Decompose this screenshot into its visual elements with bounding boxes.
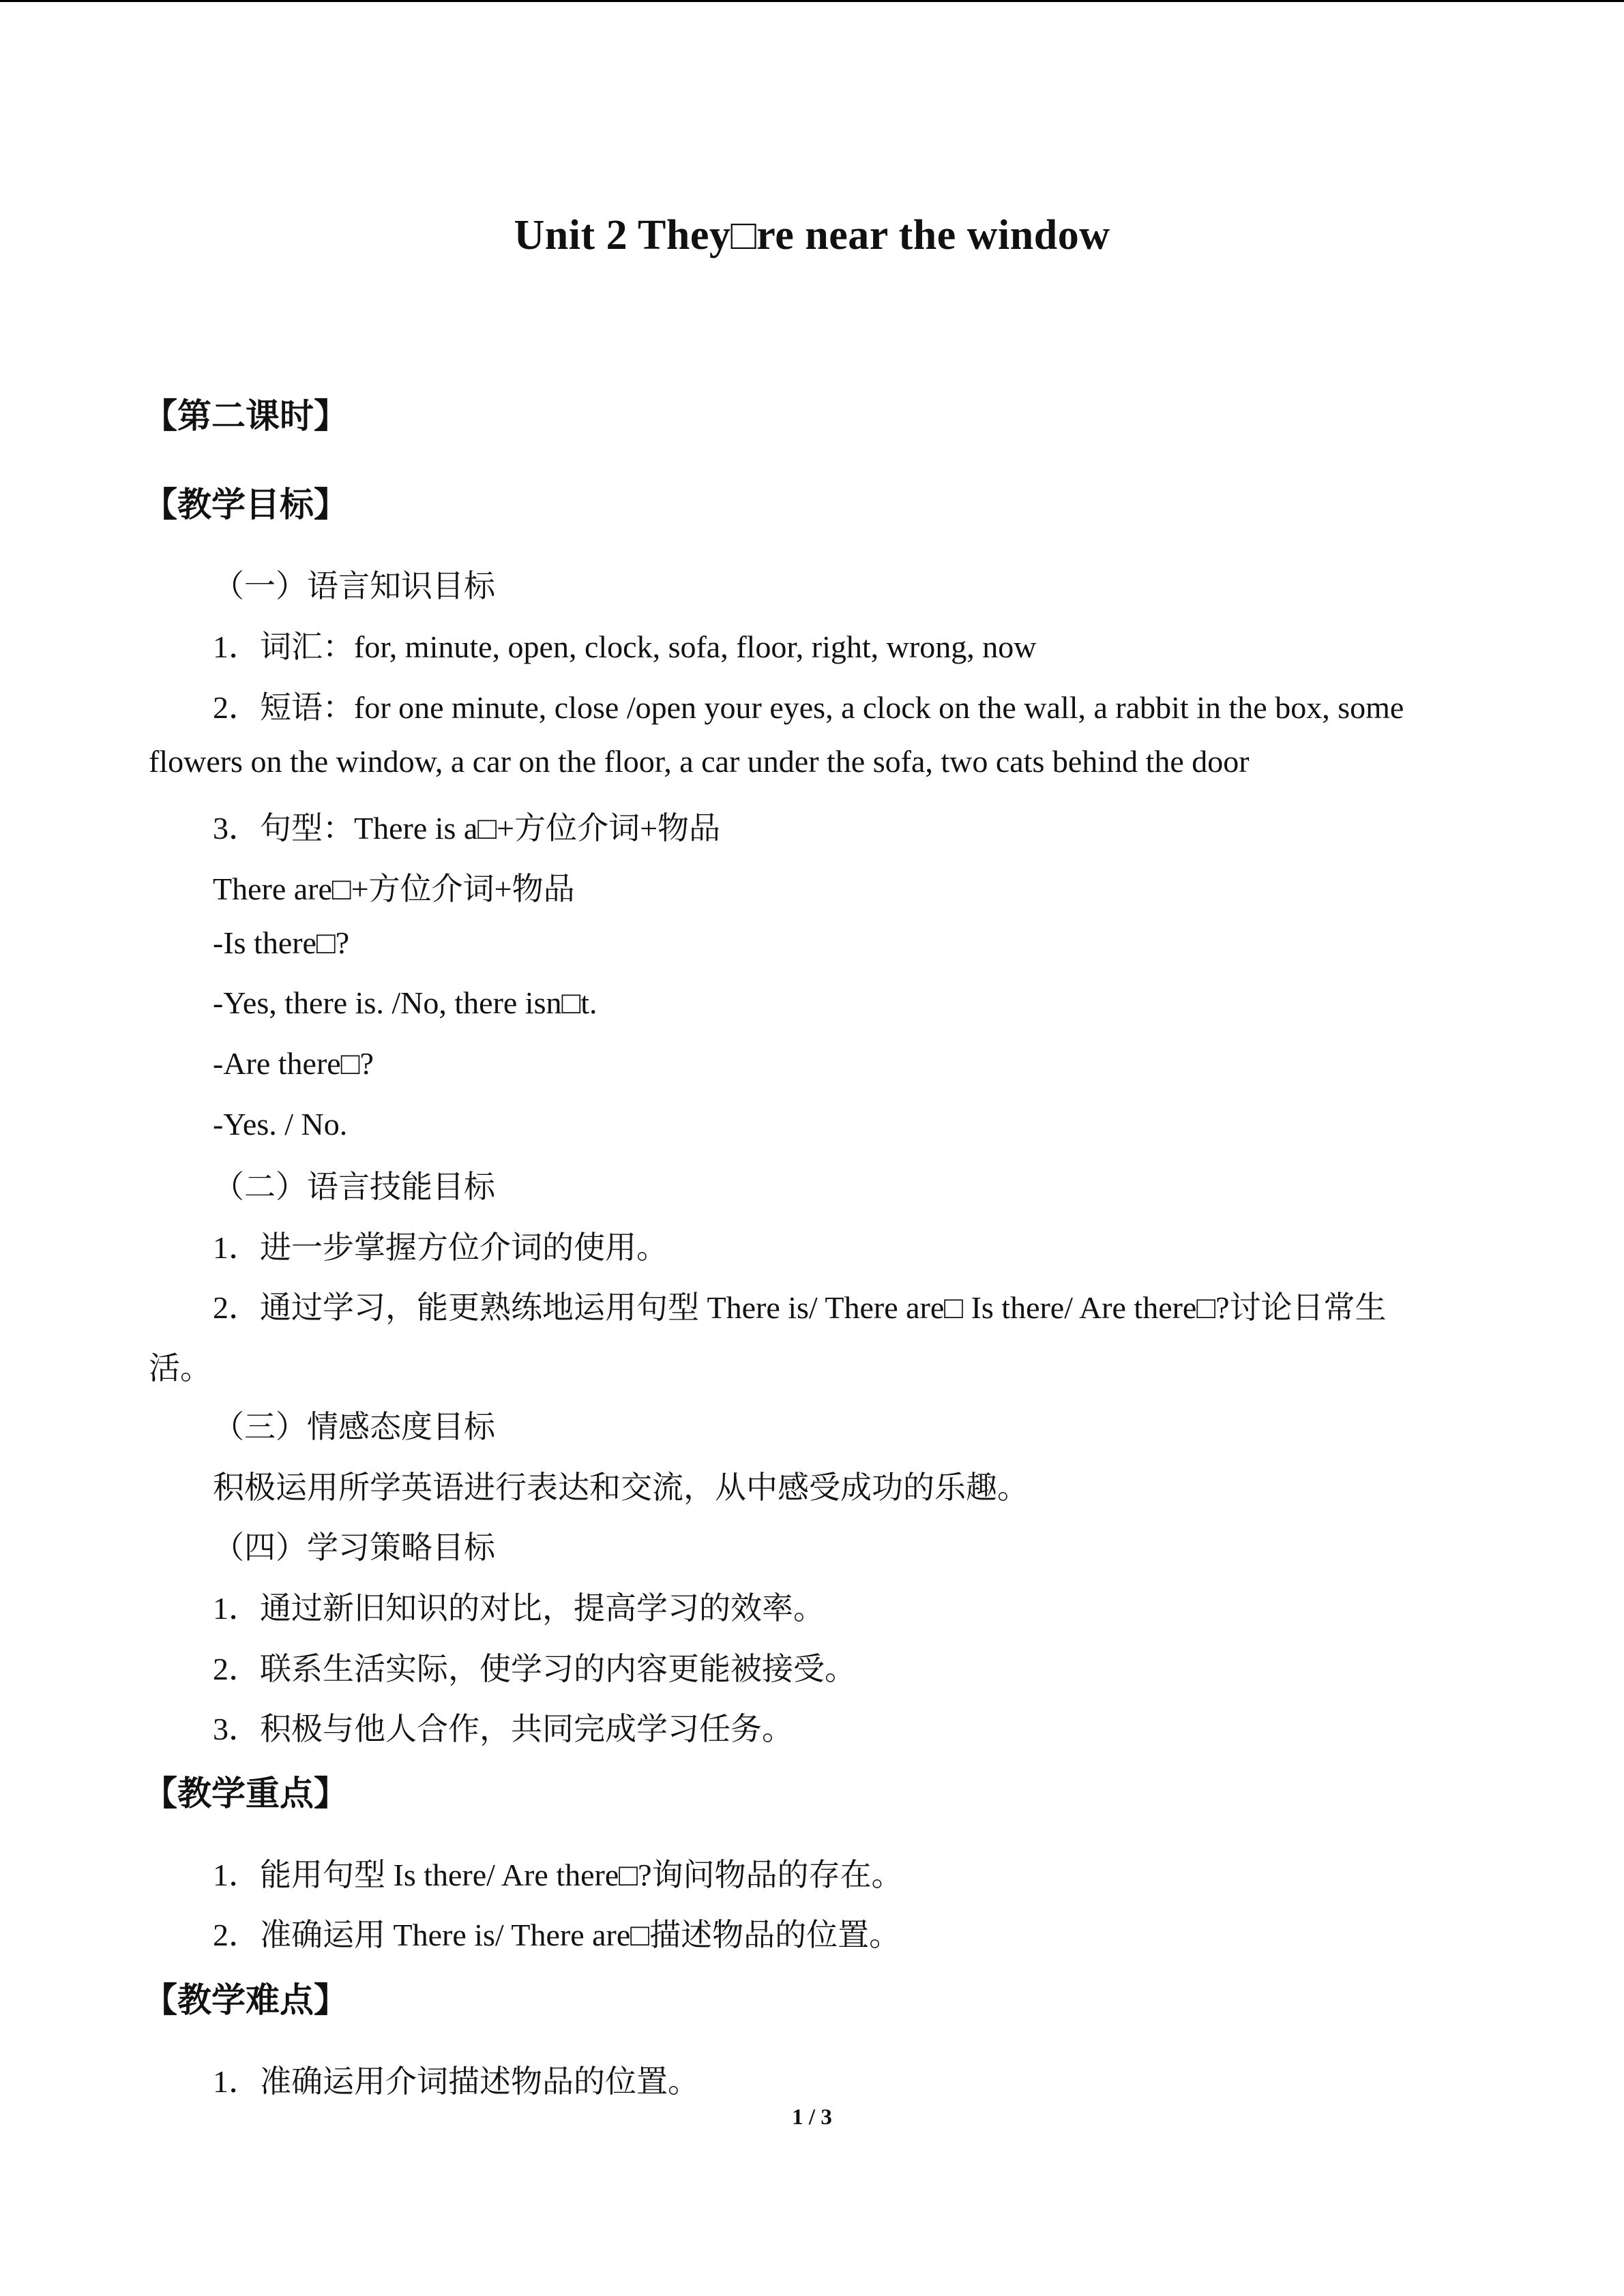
skill-line-2a: 2．通过学习，能更熟练地运用句型 There is/ There are□ Is there/ Are there□?讨论日常生 — [213, 1290, 1387, 1325]
section-heading-key-points: 【教学重点】 — [143, 1774, 348, 1813]
pattern-line-1: 3．句型：There is a□+方位介词+物品 — [213, 811, 721, 846]
key-point-1: 1．能用句型 Is there/ Are there□?询问物品的存在。 — [213, 1858, 903, 1892]
skill-objectives-title: （二）语言技能目标 — [213, 1169, 495, 1204]
pattern-line-3: -Is there□? — [213, 925, 350, 960]
section-heading-period: 【第二课时】 — [143, 396, 348, 436]
difficulty-1: 1．准确运用介词描述物品的位置。 — [213, 2064, 699, 2099]
phrases-line-2: flowers on the window, a car on the floor, a car under the sofa, two cats behind the door — [149, 744, 1250, 779]
attitude-objectives-title: （三）情感态度目标 — [213, 1410, 495, 1444]
page-number: 1 / 3 — [792, 2105, 832, 2130]
attitude-line-1: 积极运用所学英语进行表达和交流，从中感受成功的乐趣。 — [213, 1470, 1029, 1505]
vocab-line: 1．词汇：for, minute, open, clock, sofa, floor, right, wrong, now — [213, 629, 1037, 664]
strategy-line-2: 2．联系生活实际，使学习的内容更能被接受。 — [213, 1652, 856, 1686]
document-title: Unit 2 They□re near the window — [514, 212, 1110, 258]
pattern-line-2: There are□+方位介词+物品 — [213, 871, 575, 906]
section-heading-objectives: 【教学目标】 — [143, 485, 348, 524]
strategy-line-1: 1．通过新旧知识的对比，提高学习的效率。 — [213, 1591, 825, 1626]
skill-line-2b: 活。 — [149, 1351, 211, 1386]
pattern-line-4: -Yes, there is. /No, there isn□t. — [213, 985, 597, 1020]
pattern-line-6: -Yes. / No. — [213, 1107, 348, 1142]
strategy-line-3: 3．积极与他人合作，共同完成学习任务。 — [213, 1712, 793, 1746]
pattern-line-5: -Are there□? — [213, 1046, 374, 1081]
knowledge-objectives-title: （一）语言知识目标 — [213, 569, 495, 603]
strategy-objectives-title: （四）学习策略目标 — [213, 1530, 495, 1565]
section-heading-difficulties: 【教学难点】 — [143, 1980, 348, 2020]
skill-line-1: 1．进一步掌握方位介词的使用。 — [213, 1230, 668, 1265]
key-point-2: 2．准确运用 There is/ There are□描述物品的位置。 — [213, 1918, 901, 1952]
phrases-line-1: 2．短语：for one minute, close /open your eyes, a clock on the wall, a rabbit in the box, some — [213, 690, 1404, 725]
